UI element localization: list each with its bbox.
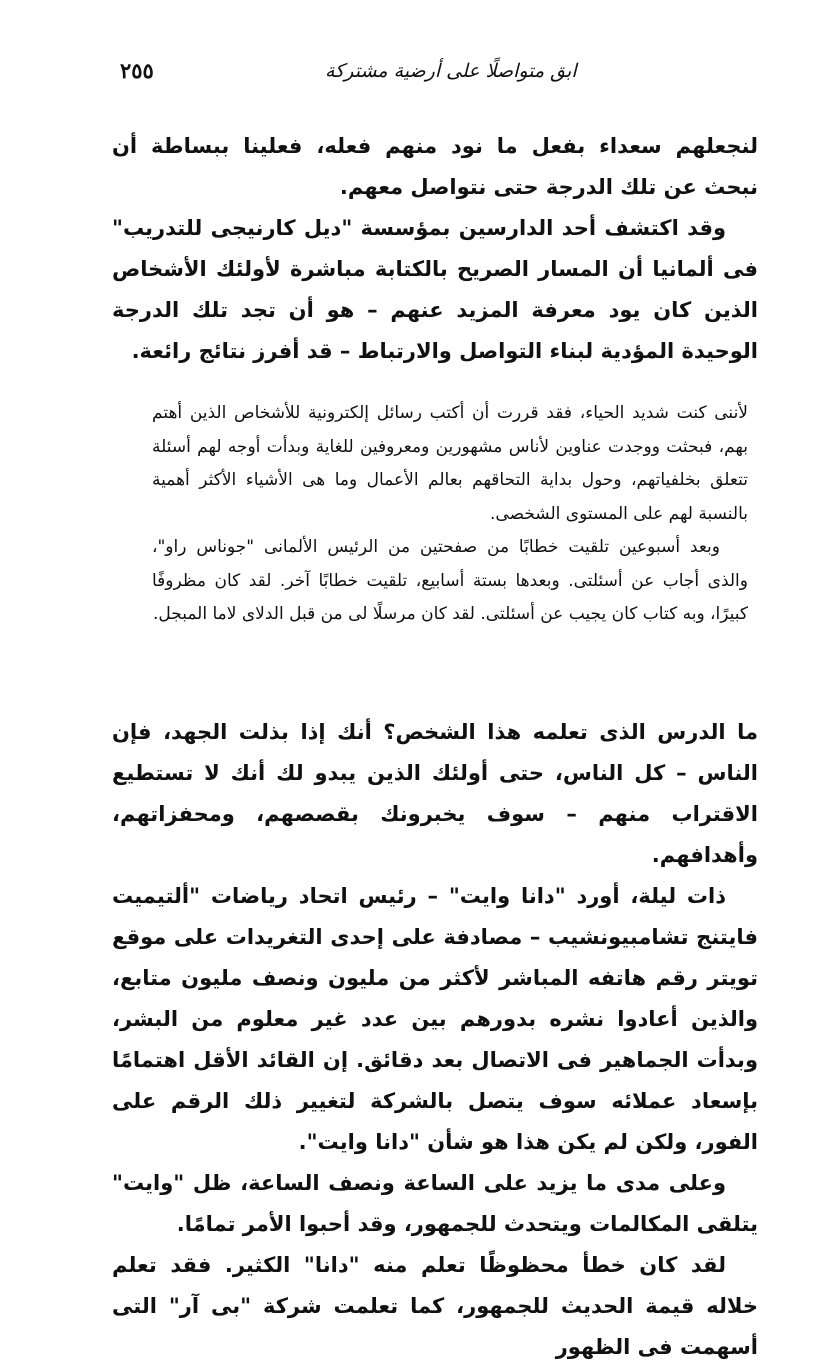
quote-paragraph: وبعد أسبوعين تلقيت خطابًا من صفحتين من الرئيس الألمانى "جوناس راو"، والذى أجاب عن أسئلتى. وبعدها بستة أسابيع، تلقيت خطابًا آخر. لقد كان مظروفًا كبيرًا، وبه كتاب كان يجيب عن أسئلتى. لقد كان مرسلًا لى من قبل الدلاى لاما المبجل. — [152, 537, 748, 624]
paragraph: وقد اكتشف أحد الدارسين بمؤسسة "ديل كارنيجى للتدريب" فى ألمانيا أن المسار الصريح بالكتابة مباشرة لأولئك الأشخاص الذين كان يود معرفة المزيد عنهم – هو أن تجد تلك الدرجة الوحيدة المؤدية لبناء التواصل والارتباط – قد أفرز نتائج رائعة. — [112, 216, 758, 363]
page-header — [120, 58, 770, 92]
paragraph: لنجعلهم سعداء بفعل ما نود منهم فعله، فعلينا ببساطة أن نبحث عن تلك الدرجة حتى نتواصل معهم. — [112, 134, 758, 199]
block-quote — [152, 397, 748, 632]
paragraph: ذات ليلة، أورد "دانا وايت" – رئيس اتحاد رياضات "ألتيميت فايتنج تشامبيونشيب – مصادفة على إحدى التغريدات على موقع تويتر رقم هاتفه المباشر لأكثر من مليون ونصف مليون متابع، والذين أعادوا نشره بدورهم بين عدد غير معلوم من البشر، وبدأت الجماهير فى الاتصال بعد دقائق. إن القائد الأقل اهتمامًا بإسعاد عملائه سوف يتصل بالشركة لتغيير ذلك الرقم على الفور، ولكن لم يكن هذا هو شأن "دانا وايت". — [112, 884, 758, 1154]
paragraph: ما الدرس الذى تعلمه هذا الشخص؟ أنك إذا بذلت الجهد، فإن الناس – كل الناس، حتى أولئك الذين يبدو لك أنك لا تستطيع الاقتراب منهم – سوف يخبرونك بقصصهم، ومحفزاتهم، وأهدافهم. — [112, 720, 758, 867]
quote-paragraph: لأننى كنت شديد الحياء، فقد قررت أن أكتب رسائل إلكترونية للأشخاص الذين أهتم بهم، فبحثت ووجدت عناوين لأناس مشهورين ومعروفين للغاية وبدأت أوجه لهم أسئلة تتعلق بخلفياتهم، وحول بداية التحاقهم بعالم الأعمال وما هى الأشياء الأكثر أهمية بالنسبة لهم على المستوى الشخصى. — [152, 403, 748, 524]
body-section-1 — [112, 126, 758, 372]
paragraph: وعلى مدى ما يزيد على الساعة ونصف الساعة، ظل "وايت" يتلقى المكالمات ويتحدث للجمهور، وقد أحبوا الأمر تمامًا. — [112, 1171, 758, 1236]
paragraph: لقد كان خطأ محظوظًا تعلم منه "دانا" الكثير. فقد تعلم خلاله قيمة الحديث للجمهور، كما تعلمت شركة "بى آر" التى أسهمت فى الظهور — [112, 1253, 758, 1359]
body-section-2 — [112, 712, 758, 1368]
page-number: ٢٥٥ — [120, 58, 154, 83]
running-head: ابق متواصلًا على أرضية مشتركة — [325, 60, 577, 82]
